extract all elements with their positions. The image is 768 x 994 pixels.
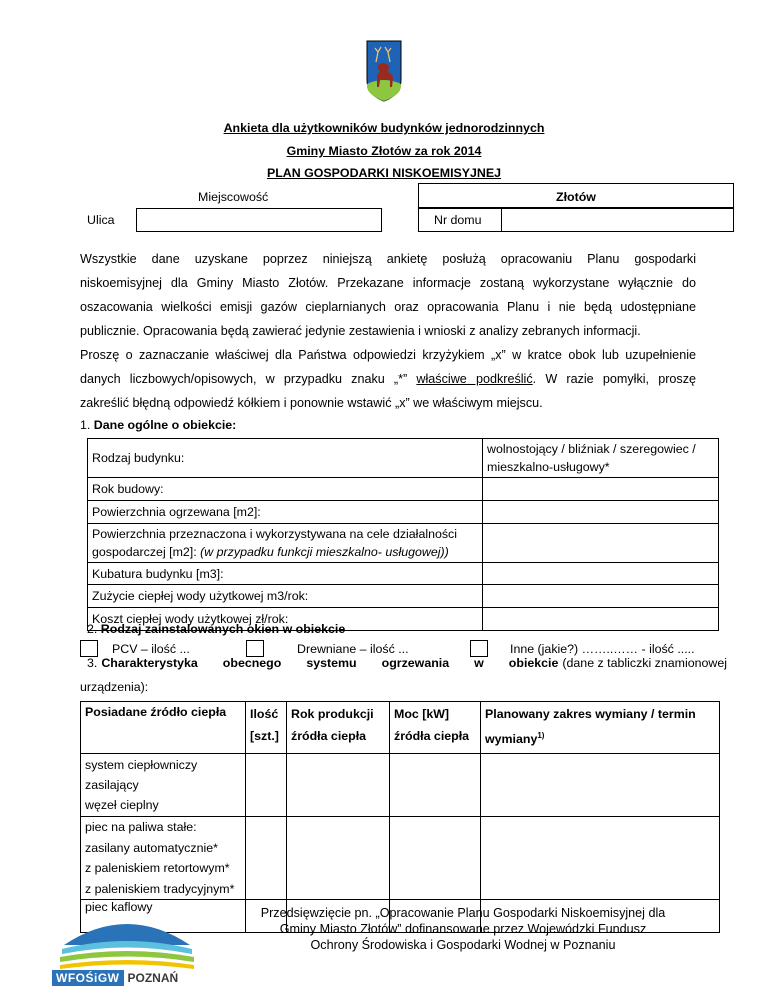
wood-label: Drewniane – ilość ... — [297, 642, 409, 656]
section1-title: Dane ogólne o obiekcie: — [93, 418, 237, 432]
year-input[interactable] — [287, 817, 390, 900]
section3-suffix2 — [80, 680, 148, 694]
row-label: gospodarczej [m2]: — [92, 545, 197, 559]
col-header-qty — [246, 702, 287, 754]
volume-input[interactable] — [483, 563, 719, 585]
intro-line: zakreślić błędną odpowiedź kółkiem i ponownie wstawić „x” we właściwym miejscu. — [80, 396, 543, 410]
source-line: z paleniskiem retortowym* — [85, 861, 230, 876]
logo-text-poznan: POZNAŃ — [127, 971, 179, 985]
heating-table — [80, 701, 720, 933]
power-input[interactable] — [390, 817, 481, 900]
row-label: Rok budowy: — [88, 478, 483, 501]
section3-suffix: (dane z tabliczki znamionowej — [562, 656, 727, 670]
col-header-source: Posiadane źródło ciepła — [81, 702, 246, 754]
col-header-year — [287, 702, 390, 754]
col-header-power — [390, 702, 481, 754]
source-line: zasilany automatycznie* — [85, 840, 218, 855]
other-label: Inne (jakie?) ……..…… - ilość ..... — [510, 642, 695, 656]
col-header-qty-line1: Ilość — [250, 707, 279, 721]
pcv-label: PCV – ilość ... — [112, 642, 190, 656]
heated-area-input[interactable] — [483, 501, 719, 524]
plan-input[interactable] — [481, 817, 720, 900]
section3-title: Charakterystyka obecnego systemu ogrzewania w obiekcie — [101, 656, 559, 670]
title-line3: PLAN GOSPODARKI NISKOEMISYJNEJ — [266, 166, 502, 180]
row-label: Powierzchnia ogrzewana [m2]: — [88, 501, 483, 524]
col-header-year-line2: źródła ciepła — [291, 729, 367, 743]
row-label: Rodzaj budynku: — [88, 439, 483, 478]
row-label: Powierzchnia przeznaczona i wykorzystywana na cele działalności — [92, 527, 458, 541]
row-note: (w przypadku funkcji mieszkalno- usługowej)) — [200, 545, 449, 559]
year-input[interactable] — [287, 754, 390, 817]
intro-paragraph — [80, 247, 696, 415]
col-header-qty-line2: [szt.] — [250, 729, 279, 743]
intro-line: Wszystkie dane uzyskane poprzez niniejszą ankietę posłużą opracowaniu Planu gospodarki — [80, 252, 696, 266]
table-row — [81, 817, 720, 900]
nr-domu-field[interactable] — [501, 208, 734, 232]
intro-line: danych liczbowych/opisowych, w przypadku znaku „*” właściwe podkreślić. W razie pomyłki, proszę — [80, 372, 697, 386]
ulica-field[interactable] — [136, 208, 382, 232]
title-line2: Gminy Miasto Złotów za rok 2014 — [286, 144, 482, 158]
title-line1: Ankieta dla użytkowników budynków jednorodzinnych — [223, 121, 545, 135]
col-header-power-line1: Moc [kW] — [394, 707, 450, 721]
section1-number: 1. — [80, 418, 91, 432]
pcv-checkbox[interactable] — [80, 640, 98, 657]
intro-line: publicznie. Opracowania będą zawierać jedynie zestawienia i wnioski z analizy zebranych informacji. — [80, 324, 641, 338]
section3-suffix2-text: urządzenia): — [80, 680, 149, 694]
building-data-table — [87, 438, 719, 631]
source-label — [81, 754, 246, 817]
col-header-power-line2: źródła ciepła — [394, 729, 470, 743]
footer-text — [228, 905, 698, 953]
qty-input[interactable] — [246, 754, 287, 817]
footer-line: Ochrony Środowiska i Gospodarki Wodnej w Poznaniu — [310, 938, 616, 952]
footer-line: Gminy Miasto Złotów” dofinansowane przez Wojewódzki Fundusz — [279, 922, 647, 936]
source-line: z paleniskiem tradycyjnym* — [85, 881, 235, 896]
section1-heading — [80, 418, 236, 432]
wood-checkbox[interactable] — [246, 640, 264, 657]
col-header-plan-line1: Planowany zakres wymiany / termin — [485, 707, 696, 721]
ulica-label: Ulica — [87, 213, 115, 227]
source-label — [81, 817, 246, 900]
miejscowosc-value: Złotów — [556, 190, 596, 204]
coat-of-arms — [366, 40, 402, 102]
row-label: Kubatura budynku [m3]: — [88, 563, 483, 585]
col-header-plan-line2: wymiany — [485, 732, 538, 747]
section3-number: 3. — [87, 656, 98, 670]
year-built-input[interactable] — [483, 478, 719, 501]
section2-number: 2. — [87, 622, 98, 636]
other-checkbox[interactable] — [470, 640, 488, 657]
power-input[interactable] — [390, 754, 481, 817]
nr-domu-label: Nr domu — [434, 213, 482, 227]
heating-table-header — [81, 702, 720, 754]
building-type-line1: wolnostojący / bliźniak / szeregowiec / — [487, 442, 696, 456]
table-row — [81, 754, 720, 817]
source-line: węzeł cieplny — [85, 798, 159, 813]
source-line: system ciepłowniczy zasilający — [85, 758, 198, 793]
underlined-instruction: właściwe podkreślić — [416, 372, 533, 386]
row-label: Koszt ciepłej wody użytkowej zł/rok: — [88, 608, 483, 631]
qty-input[interactable] — [246, 817, 287, 900]
logo-text-wfosigw: WFOŚiGW — [52, 970, 124, 986]
business-area-input[interactable] — [483, 524, 719, 563]
miejscowosc-field[interactable] — [418, 183, 734, 208]
water-cost-input[interactable] — [483, 608, 719, 631]
intro-line: niskoemisyjnej dla Gminy Miasto Złotów. Przekazane informacje zostaną wykorzystane wyłącznie do — [80, 276, 696, 290]
footer-line: Przedsięwzięcie pn. „Opracowanie Planu Gospodarki Niskoemisyjnej dla — [260, 906, 666, 920]
col-header-plan — [481, 702, 720, 754]
miejscowosc-label: Miejscowość — [198, 190, 269, 204]
plan-input[interactable] — [481, 754, 720, 817]
source-label: piec kaflowy — [81, 900, 246, 933]
section2-heading — [87, 622, 345, 636]
footnote-marker: 1) — [537, 731, 545, 740]
logo-graphic — [52, 915, 202, 971]
intro-line: oszacowania wielkości emisji gazów cieplarnianych oraz opracowania Planu i nie będą udostępniane — [80, 300, 696, 314]
section3-heading — [87, 656, 727, 670]
nr-domu-label-cell — [418, 208, 502, 232]
col-header-year-line1: Rok produkcji — [291, 707, 374, 721]
building-type-options[interactable] — [483, 439, 719, 478]
building-type-line2: mieszkalno-usługowy* — [487, 460, 610, 474]
row-label: Zużycie ciepłej wody użytkowej m3/rok: — [88, 585, 483, 608]
intro-line: Proszę o zaznaczanie właściwej dla Państwa odpowiedzi krzyżykiem „x” w kratce obok lub uzupełnienie — [80, 348, 696, 362]
business-area-label — [88, 524, 483, 563]
section2-title: Rodzaj zainstalowanych okien w obiekcie — [100, 622, 346, 636]
water-usage-input[interactable] — [483, 585, 719, 608]
wfosigw-logo — [52, 915, 202, 987]
source-line: piec na paliwa stałe: — [85, 820, 197, 835]
logo-text — [52, 970, 178, 986]
